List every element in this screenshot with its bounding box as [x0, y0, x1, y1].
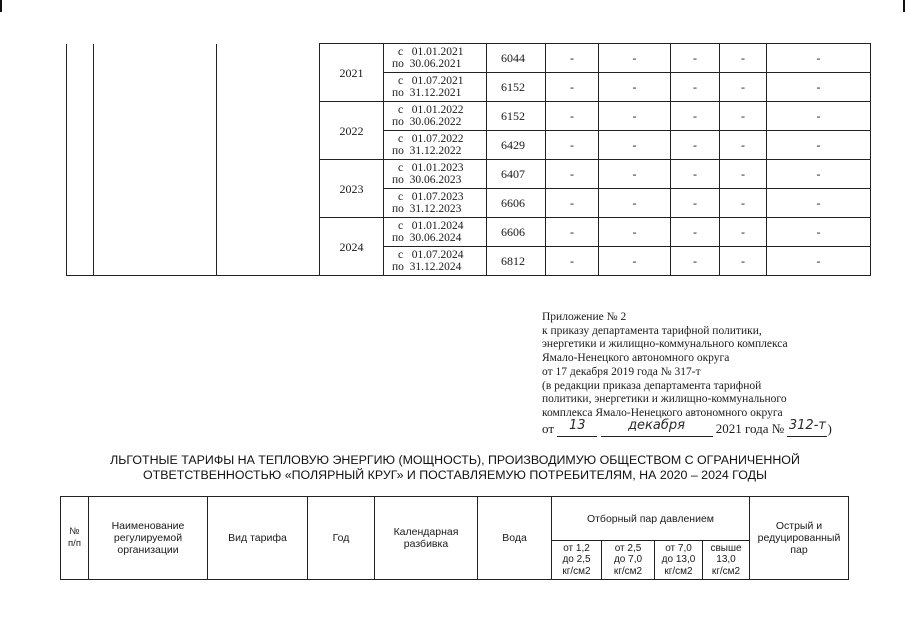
page-title [60, 453, 850, 483]
water-price-cell: 6407 [487, 160, 546, 189]
appendix-line: Ямало-Ненецкого автономного округа [542, 352, 730, 365]
appendix-line: Приложение № 2 [542, 311, 627, 323]
header-steam-2: от 2,5 до 7,0 кг/см2 [602, 541, 655, 580]
steam-4-cell: - [720, 44, 767, 73]
year-cell: 2024 [320, 218, 384, 276]
year-cell: 2021 [320, 44, 384, 102]
title-line-1: ЛЬГОТНЫЕ ТАРИФЫ НА ТЕПЛОВУЮ ЭНЕРГИЮ (МОЩНОСТЬ), ПРОИЗВОДИМУЮ ОБЩЕСТВОМ С ОГРАНИЧЕННОЙ [110, 453, 800, 467]
period-cell: с 01.07.2022 по 31.12.2022 [384, 131, 487, 160]
steam-2-cell: - [599, 218, 671, 247]
steam-1-cell: - [546, 247, 599, 276]
day-field [557, 417, 597, 438]
header-selected-steam: Отборный пар давлением [552, 497, 750, 541]
sharp-steam-cell: - [767, 247, 871, 276]
order-year-text: 2021 года № [715, 420, 785, 436]
sharp-steam-cell: - [767, 189, 871, 218]
table-row [67, 44, 871, 73]
steam-3-cell: - [671, 247, 720, 276]
sharp-steam-cell: - [767, 160, 871, 189]
order-date-line [542, 417, 842, 438]
steam-4-cell: - [720, 160, 767, 189]
handwritten-order-number: 312-т [788, 417, 826, 433]
steam-1-cell: - [546, 131, 599, 160]
empty-type-cell [217, 44, 320, 276]
handwritten-day: 13 [568, 417, 586, 433]
water-price-cell: 6152 [487, 102, 546, 131]
appendix-line: от 17 декабря 2019 года № 317-т [542, 365, 701, 378]
period-cell: с 01.01.2024 по 30.06.2024 [384, 218, 487, 247]
period-cell: с 01.01.2023 по 30.06.2023 [384, 160, 487, 189]
steam-2-cell: - [599, 102, 671, 131]
appendix-line: энергетики и жилищно-коммунального комплекса [542, 338, 788, 351]
month-field [601, 417, 713, 438]
title-line-2: ОТВЕТСТВЕННОСТЬЮ «ПОЛЯРНЫЙ КРУГ» И ПОСТАВЛЯЕМУЮ ПОТРЕБИТЕЛЯМ, НА 2020 – 2024 ГОДЫ [143, 468, 767, 482]
water-price-cell: 6044 [487, 44, 546, 73]
empty-num-cell [67, 44, 94, 276]
period-cell: с 01.01.2021 по 30.06.2021 [384, 44, 487, 73]
appendix-line: комплекса Ямало-Ненецкого автономного округа [542, 406, 783, 419]
sharp-steam-cell: - [767, 44, 871, 73]
handwritten-month: декабря [628, 417, 685, 433]
appendix-line: к приказу департамента тарифной политики, [542, 324, 762, 337]
empty-org-cell [94, 44, 217, 276]
steam-4-cell: - [720, 131, 767, 160]
water-price-cell: 6606 [487, 218, 546, 247]
period-cell: с 01.07.2023 по 31.12.2023 [384, 189, 487, 218]
header-calendar: Календарная разбивка [375, 497, 478, 580]
sharp-steam-cell: - [767, 218, 871, 247]
steam-2-cell: - [599, 160, 671, 189]
steam-4-cell: - [720, 218, 767, 247]
period-cell: с 01.07.2021 по 31.12.2021 [384, 73, 487, 102]
water-price-cell: 6606 [487, 189, 546, 218]
steam-1-cell: - [546, 73, 599, 102]
header-tariff-type: Вид тарифа [208, 497, 308, 580]
steam-3-cell: - [671, 160, 720, 189]
table-header-row [61, 497, 849, 541]
header-sharp-steam: Острый и редуцированный пар [750, 497, 849, 580]
water-price-cell: 6429 [487, 131, 546, 160]
water-price-cell: 6812 [487, 247, 546, 276]
steam-4-cell: - [720, 73, 767, 102]
steam-1-cell: - [546, 102, 599, 131]
year-cell: 2023 [320, 160, 384, 218]
steam-2-cell: - [599, 247, 671, 276]
order-date-prefix: от [542, 420, 555, 436]
sharp-steam-cell: - [767, 73, 871, 102]
page-corner-mark-left [0, 0, 2, 12]
appendix-line: политики, энергетики и жилищно-коммунального [542, 393, 787, 406]
steam-1-cell: - [546, 218, 599, 247]
steam-3-cell: - [671, 102, 720, 131]
steam-1-cell: - [546, 160, 599, 189]
header-steam-1: от 1,2 до 2,5 кг/см2 [552, 541, 602, 580]
steam-3-cell: - [671, 218, 720, 247]
water-price-cell: 6152 [487, 73, 546, 102]
steam-2-cell: - [599, 131, 671, 160]
steam-2-cell: - [599, 73, 671, 102]
appendix-line: (в редакции приказа департамента тарифной [542, 379, 762, 392]
steam-1-cell: - [546, 44, 599, 73]
period-cell: с 01.01.2022 по 30.06.2022 [384, 102, 487, 131]
appendix-block [542, 311, 842, 437]
steam-3-cell: - [671, 131, 720, 160]
header-num: № п/п [61, 497, 89, 580]
header-water: Вода [478, 497, 552, 580]
sharp-steam-cell: - [767, 131, 871, 160]
steam-2-cell: - [599, 44, 671, 73]
steam-4-cell: - [720, 247, 767, 276]
sharp-steam-cell: - [767, 102, 871, 131]
header-steam-3: от 7,0 до 13,0 кг/см2 [655, 541, 703, 580]
period-cell: с 01.07.2024 по 31.12.2024 [384, 247, 487, 276]
steam-2-cell: - [599, 189, 671, 218]
steam-3-cell: - [671, 189, 720, 218]
steam-3-cell: - [671, 44, 720, 73]
steam-4-cell: - [720, 189, 767, 218]
steam-1-cell: - [546, 189, 599, 218]
preferential-tariff-table [60, 496, 849, 580]
header-steam-4: свыше 13,0 кг/см2 [703, 541, 750, 580]
steam-4-cell: - [720, 102, 767, 131]
year-cell: 2022 [320, 102, 384, 160]
closing-paren: ) [827, 420, 832, 436]
tariff-table [66, 43, 871, 276]
header-year: Год [308, 497, 375, 580]
steam-3-cell: - [671, 73, 720, 102]
header-organization: Наименование регулируемой организации [89, 497, 208, 580]
order-number-field [787, 417, 827, 438]
